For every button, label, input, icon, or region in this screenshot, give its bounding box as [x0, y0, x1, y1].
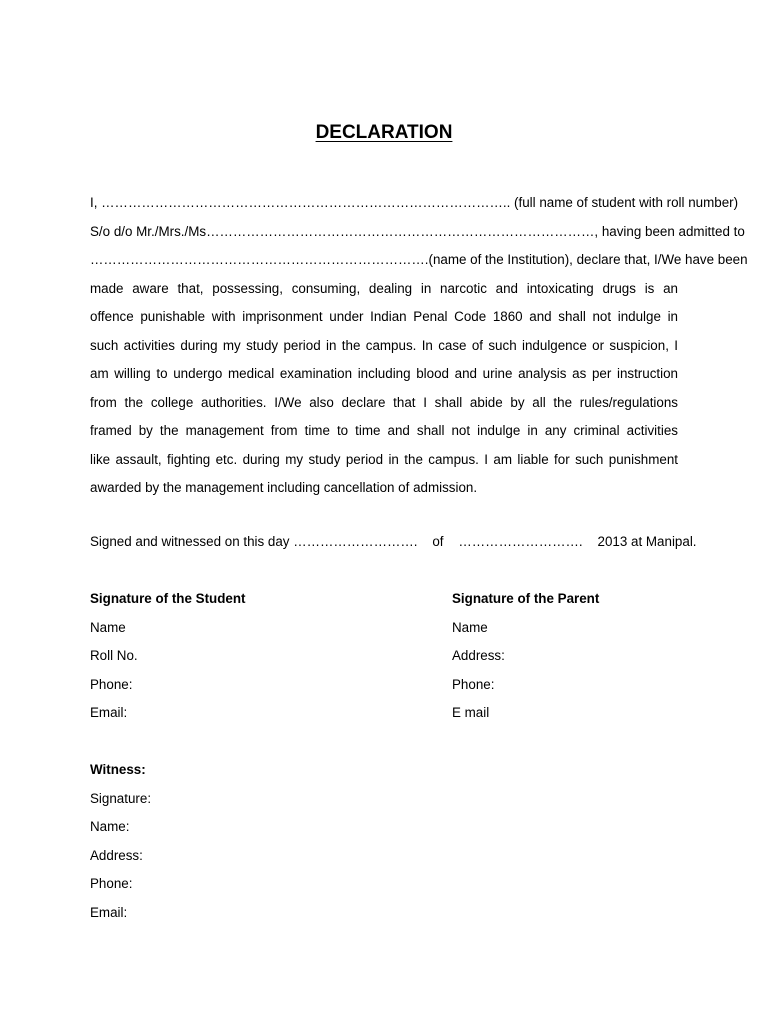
witness-signature-label: Signature:	[90, 790, 152, 806]
witness-name-label: Name:	[90, 819, 130, 834]
paragraph-line: such activities during my study period in the campus. In case of such indulgence or suspicion, I	[90, 337, 678, 353]
parent-signature-block	[452, 589, 599, 732]
paragraph-line: I, ……………………………………………………………………………….. (full name of student with roll number)	[90, 195, 739, 210]
witness-block	[90, 760, 151, 931]
parent-phone-label: Phone:	[452, 676, 495, 692]
student-phone-label: Phone:	[90, 676, 133, 692]
paragraph-line: from the college authorities. I/We also declare that I shall abide by all the rules/regulations	[90, 394, 678, 410]
page-title: DECLARATION	[315, 122, 453, 143]
parent-name-label: Name	[452, 619, 488, 635]
declaration-paragraph	[90, 189, 748, 503]
student-signature-block	[90, 589, 245, 732]
paragraph-line: S/o d/o Mr./Mrs./Ms……………………………………………………………………………, having been admitted to	[90, 223, 745, 239]
student-email-label: Email:	[90, 705, 128, 720]
student-name-label: Name	[90, 619, 126, 635]
paragraph-line: like assault, fighting etc. during my study period in the campus. I am liable for such punishment	[90, 451, 678, 467]
parent-signature-heading: Signature of the Parent	[452, 591, 600, 606]
paragraph-line: framed by the management from time to time and shall not indulge in any criminal activities	[90, 423, 678, 438]
paragraph-line: am willing to undergo medical examination including blood and urine analysis as per instruction	[90, 366, 678, 381]
witness-address-label: Address:	[90, 847, 143, 863]
parent-address-label: Address:	[452, 648, 505, 663]
paragraph-line: made aware that, possessing, consuming, dealing in narcotic and intoxicating drugs is an	[90, 280, 678, 296]
paragraph-line: ………………………………………………………………….(name of the Institution), declare that, I/We have been	[90, 252, 748, 267]
paragraph-line: offence punishable with imprisonment under Indian Penal Code 1860 and shall not indulge in	[90, 309, 678, 324]
witness-heading: Witness:	[90, 762, 146, 777]
student-signature-heading: Signature of the Student	[90, 591, 246, 606]
witness-phone-label: Phone:	[90, 876, 133, 891]
student-roll-label: Roll No.	[90, 648, 138, 663]
witness-email-label: Email:	[90, 904, 128, 920]
parent-email-label: E mail	[452, 705, 490, 720]
signed-witnessed-line: Signed and witnessed on this day ………………………. of ………………………. 2013 at Manipal.	[90, 534, 697, 549]
paragraph-line: awarded by the management including cancellation of admission.	[90, 480, 478, 495]
